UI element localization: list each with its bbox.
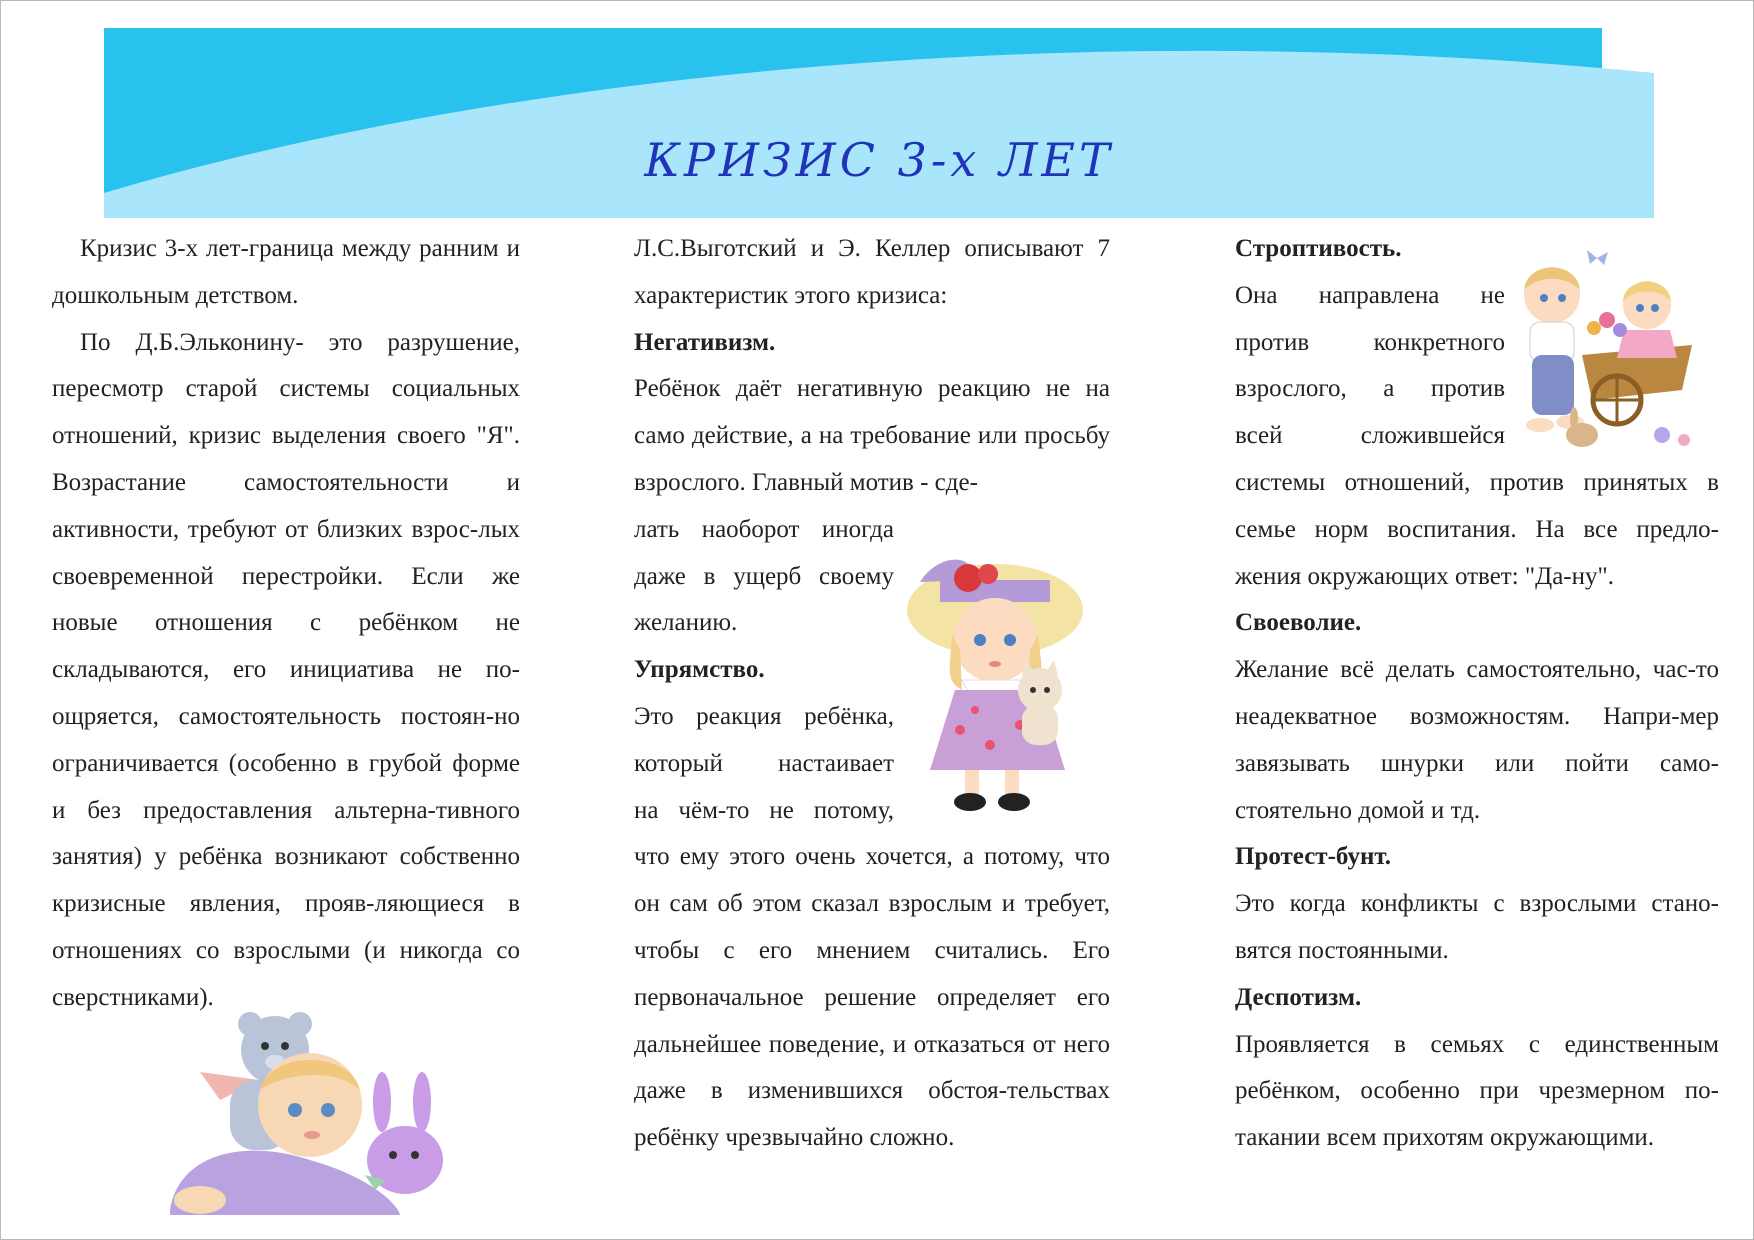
- stubbornness-line-3: на чём-то не потому,: [634, 796, 894, 824]
- elkonin-paragraph: По Д.Б.Эльконину- это разрушение, пересмотр старой системы социальных отношений, кризис выделения своего "Я". Возрастание самостоятельности и активности, требуют от близких взрос-лых своевременной перестройки. Если же новые отношения с ребёнком не складываются, его инициатива не по-ощряется, самостоятельность постоян-но ограничивается (особенно в грубой форме и без предоставления альтерна-тивного занятия) у ребёнка возникают собственно кризисные явления, прояв-ляющиеся в отношениях со взрослыми (и никогда со сверстниками).: [52, 328, 520, 1011]
- protest-text: Это когда конфликты с взрослыми стано-вятся постоянными.: [1235, 890, 1719, 964]
- page-title: КРИЗИС 3-х ЛЕТ: [644, 133, 1114, 187]
- baby-with-toys-illustration: [160, 1010, 450, 1220]
- heading-self-will: Своеволие.: [1235, 609, 1362, 637]
- stubbornness-line-1: Это реакция ребёнка,: [634, 702, 894, 730]
- obstinacy-line-4: всей сложившейся: [1235, 422, 1505, 450]
- despotism-text: Проявляется в семьях с единственным ребёнком, особенно при чрезмерном по-такании всем прихотям окружающими.: [1235, 1030, 1719, 1152]
- negativism-text-wrap: лать наоборот иногда даже в ущерб своему желанию.: [634, 515, 894, 637]
- obstinacy-line-3: взрослого, а против: [1235, 375, 1505, 403]
- obstinacy-text: системы отношений, против принятых в семье норм воспитания. На все предло-жения окружающих ответ: "Да-ну".: [1235, 468, 1719, 590]
- heading-obstinacy: Строптивость.: [1235, 235, 1402, 262]
- intro-paragraph: Кризис 3-х лет-граница между ранним и дошкольным детством.: [52, 235, 520, 309]
- vygotsky-intro: Л.С.Выготский и Э. Келлер описывают 7 характеристик этого кризиса:: [634, 235, 1110, 309]
- heading-stubbornness: Упрямство.: [634, 656, 765, 684]
- banner-shape: [104, 28, 1654, 218]
- girl-with-kitten-illustration: [900, 540, 1100, 820]
- obstinacy-line-2: против конкретного: [1235, 328, 1505, 356]
- heading-despotism: Деспотизм.: [1235, 983, 1362, 1011]
- children-with-cart-illustration: [1512, 250, 1702, 455]
- obstinacy-line-1: Она направлена не: [1235, 281, 1505, 309]
- heading-protest: Протест-бунт.: [1235, 843, 1392, 871]
- negativism-text: Ребёнок даёт негативную реакцию не на само действие, а на требование или просьбу взрослого. Главный мотив - сде-: [634, 375, 1110, 496]
- heading-negativism: Негативизм.: [634, 328, 776, 356]
- self-will-text: Желание всё делать самостоятельно, час-то неадекватное возможностям. Напри-мер завязывать шнурки или пойти само-стоятельно домой и тд.: [1235, 656, 1719, 824]
- title-banner: [104, 28, 1654, 218]
- stubbornness-line-2: который настаивает: [634, 749, 894, 777]
- column-left: [52, 226, 520, 1022]
- stubbornness-text: что ему этого очень хочется, а потому, что он сам об этом сказал взрослым и требует, чтобы с его мнением считались. Его первоначальное решение определяет его дальнейшее поведение, и отказаться от него даже в изменившихся обстоя-тельствах ребёнку чрезвычайно сложно.: [634, 843, 1110, 1152]
